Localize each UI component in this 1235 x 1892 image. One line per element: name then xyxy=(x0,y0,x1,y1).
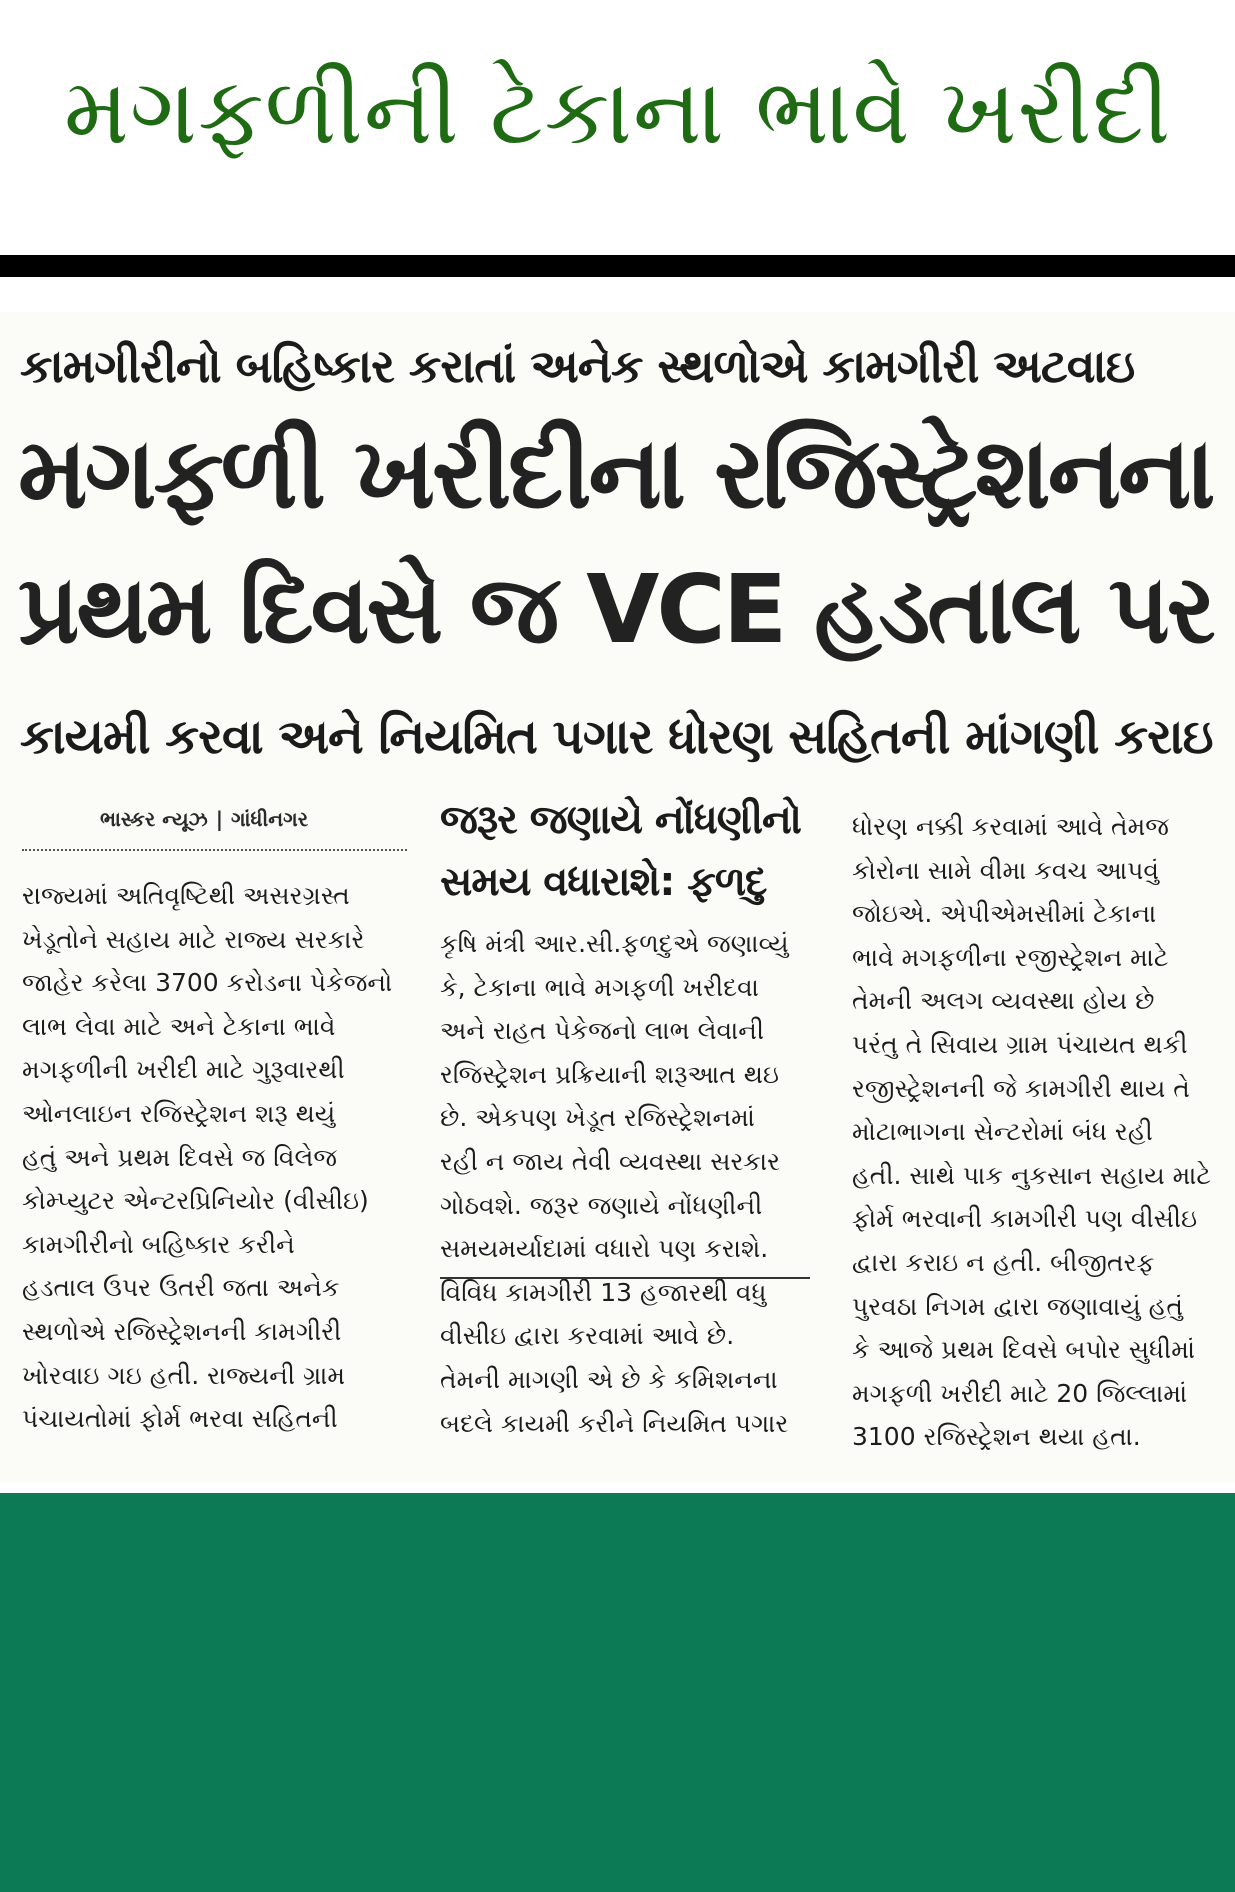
footer-band xyxy=(0,1493,1235,1892)
article-line: મગફળીની ખરીદી માટે ગુરૂવારથી xyxy=(22,1055,345,1085)
article-line: સમયમર્યાદામાં વધારો પણ કરાશે. xyxy=(440,1234,769,1264)
banner xyxy=(0,0,1235,255)
column-2-rule xyxy=(440,1277,810,1279)
article-line: જાહેર કરેલા 3700 કરોડના પેકેજનો xyxy=(22,968,393,998)
article-line: ફોર્મ ભરવાની કામગીરી પણ વીસીઇ xyxy=(852,1204,1198,1234)
byline-source: ભાસ્કર ન્યૂઝ xyxy=(100,807,208,831)
article-line: કે, ટેકાના ભાવે મગફળી ખરીદવા xyxy=(440,972,759,1002)
byline xyxy=(100,807,308,831)
article-line: હડતાલ ઉપર ઉતરી જતા અનેક xyxy=(22,1273,340,1303)
article-line: હતી. સાથે પાક નુકસાન સહાય માટે xyxy=(852,1160,1211,1190)
article-line: ખોરવાઇ ગઇ હતી. રાજ્યની ગ્રામ xyxy=(22,1360,345,1390)
divider-bar xyxy=(0,255,1235,277)
article-line: કોમ્પ્યુટર એન્ટરપ્રિનિયોર (વીસીઇ) xyxy=(22,1186,369,1216)
article-line: કોરોના સામે વીમા કવચ આપવું xyxy=(852,855,1159,885)
subhead-line-1: જરૂર જણાયે નોંધણીનો xyxy=(440,797,801,843)
headline-line-1: મગફળી ખરીદીના રજિસ્ટ્રેશનના xyxy=(18,417,1213,531)
article-column-1 xyxy=(22,874,407,1441)
article-line: ગોઠવશે. જરૂર જણાયે નોંધણીની xyxy=(440,1190,763,1220)
article-line: દ્વારા કરાઇ ન હતી. બીજીતરફ xyxy=(852,1247,1155,1277)
byline-place: ગાંધીનગર xyxy=(231,807,309,831)
article-line: પંચાયતોમાં ફોર્મ ભરવા સહિતની xyxy=(22,1404,338,1434)
byline-rule xyxy=(22,849,407,851)
article-line: કૃષિ મંત્રી આર.સી.ફળદુએ જણાવ્યું xyxy=(440,929,789,958)
article-line: છે. એકપણ ખેડૂત રજિસ્ટ્રેશનમાં xyxy=(440,1103,755,1133)
article-line: મોટાભાગના સેન્ટરોમાં બંધ રહી xyxy=(852,1117,1153,1147)
article-line: 3100 રજિસ્ટ્રેશન થયા હતા. xyxy=(852,1422,1141,1452)
article-line: હતું અને પ્રથમ દિવસે જ વિલેજ xyxy=(22,1142,338,1172)
article-column-3 xyxy=(852,805,1222,1459)
article-line: વિવિધ કામગીરી 13 હજારથી વધુ xyxy=(440,1277,767,1307)
newspaper-clipping xyxy=(0,277,1235,1493)
article-line: જોઇએ. એપીએમસીમાં ટેકાના xyxy=(852,899,1157,929)
article-line: પુરવઠા નિગમ દ્વારા જણાવાયું હતું xyxy=(852,1291,1183,1321)
byline-separator: | xyxy=(215,807,224,831)
article-line: મગફળી ખરીદી માટે 20 જિલ્લામાં xyxy=(852,1378,1188,1408)
article-line: તેમની માગણી એ છે કે કમિશનના xyxy=(440,1364,778,1394)
article-column-2 xyxy=(440,922,820,1445)
article-line: રાજ્યમાં અતિવૃષ્ટિથી અસરગ્રસ્ત xyxy=(22,881,350,910)
article-line: અને રાહત પેકેજનો લાભ લેવાની xyxy=(440,1016,764,1046)
article-line: ભાવે મગફળીના રજીસ્ટ્રેશન માટે xyxy=(852,942,1169,972)
article-line: રજિસ્ટ્રેશન પ્રક્રિયાની શરૂઆત થઇ xyxy=(440,1059,779,1089)
article-line: ધોરણ નક્કી કરવામાં આવે તેમજ xyxy=(852,812,1169,841)
article-line: રજીસ્ટ્રેશનની જે કામગીરી થાય તે xyxy=(852,1073,1190,1103)
article-line: ખેડૂતોને સહાય માટે રાજ્ય સરકારે xyxy=(22,924,365,954)
article-line: સ્થળોએ રજિસ્ટ્રેશનની કામગીરી xyxy=(22,1316,342,1346)
article-line: પરંતુ તે સિવાય ગ્રામ પંચાયત થકી xyxy=(852,1029,1188,1059)
article-line: કે આજે પ્રથમ દિવસે બપોર સુધીમાં xyxy=(852,1335,1195,1365)
subhead-line-2: સમય વધારાશે: ફળદુ xyxy=(440,859,767,905)
article-line: બદલે કાયમી કરીને નિયમિત પગાર xyxy=(440,1408,789,1438)
article-line: વીસીઇ દ્વારા કરવામાં આવે છે. xyxy=(440,1321,735,1351)
headline-line-2: પ્રથમ દિવસે જ VCE હડતાલ પર xyxy=(18,555,1213,665)
article-line: કામગીરીનો બહિષ્કાર કરીને xyxy=(22,1229,295,1259)
article-line: રહી ન જાય તેવી વ્યવસ્થા સરકાર xyxy=(440,1146,781,1176)
deck-line: કાયમી કરવા અને નિયમિત પગાર ધોરણ સહિતની માંગણી કરાઇ xyxy=(20,709,1213,765)
kicker-line: કામગીરીનો બહિષ્કાર કરાતાં અનેક સ્થળોએ કામગીરી અટવાઇ xyxy=(20,339,1135,393)
article-line: તેમની અલગ વ્યવસ્થા હોય છે xyxy=(852,986,1155,1016)
banner-title: મગફળીની ટેકાના ભાવે ખરીદી xyxy=(63,58,1172,165)
article-line: લાભ લેવા માટે અને ટેકાના ભાવે xyxy=(22,1011,336,1041)
article-line: ઓનલાઇન રજિસ્ટ્રેશન શરૂ થયું xyxy=(22,1098,336,1128)
